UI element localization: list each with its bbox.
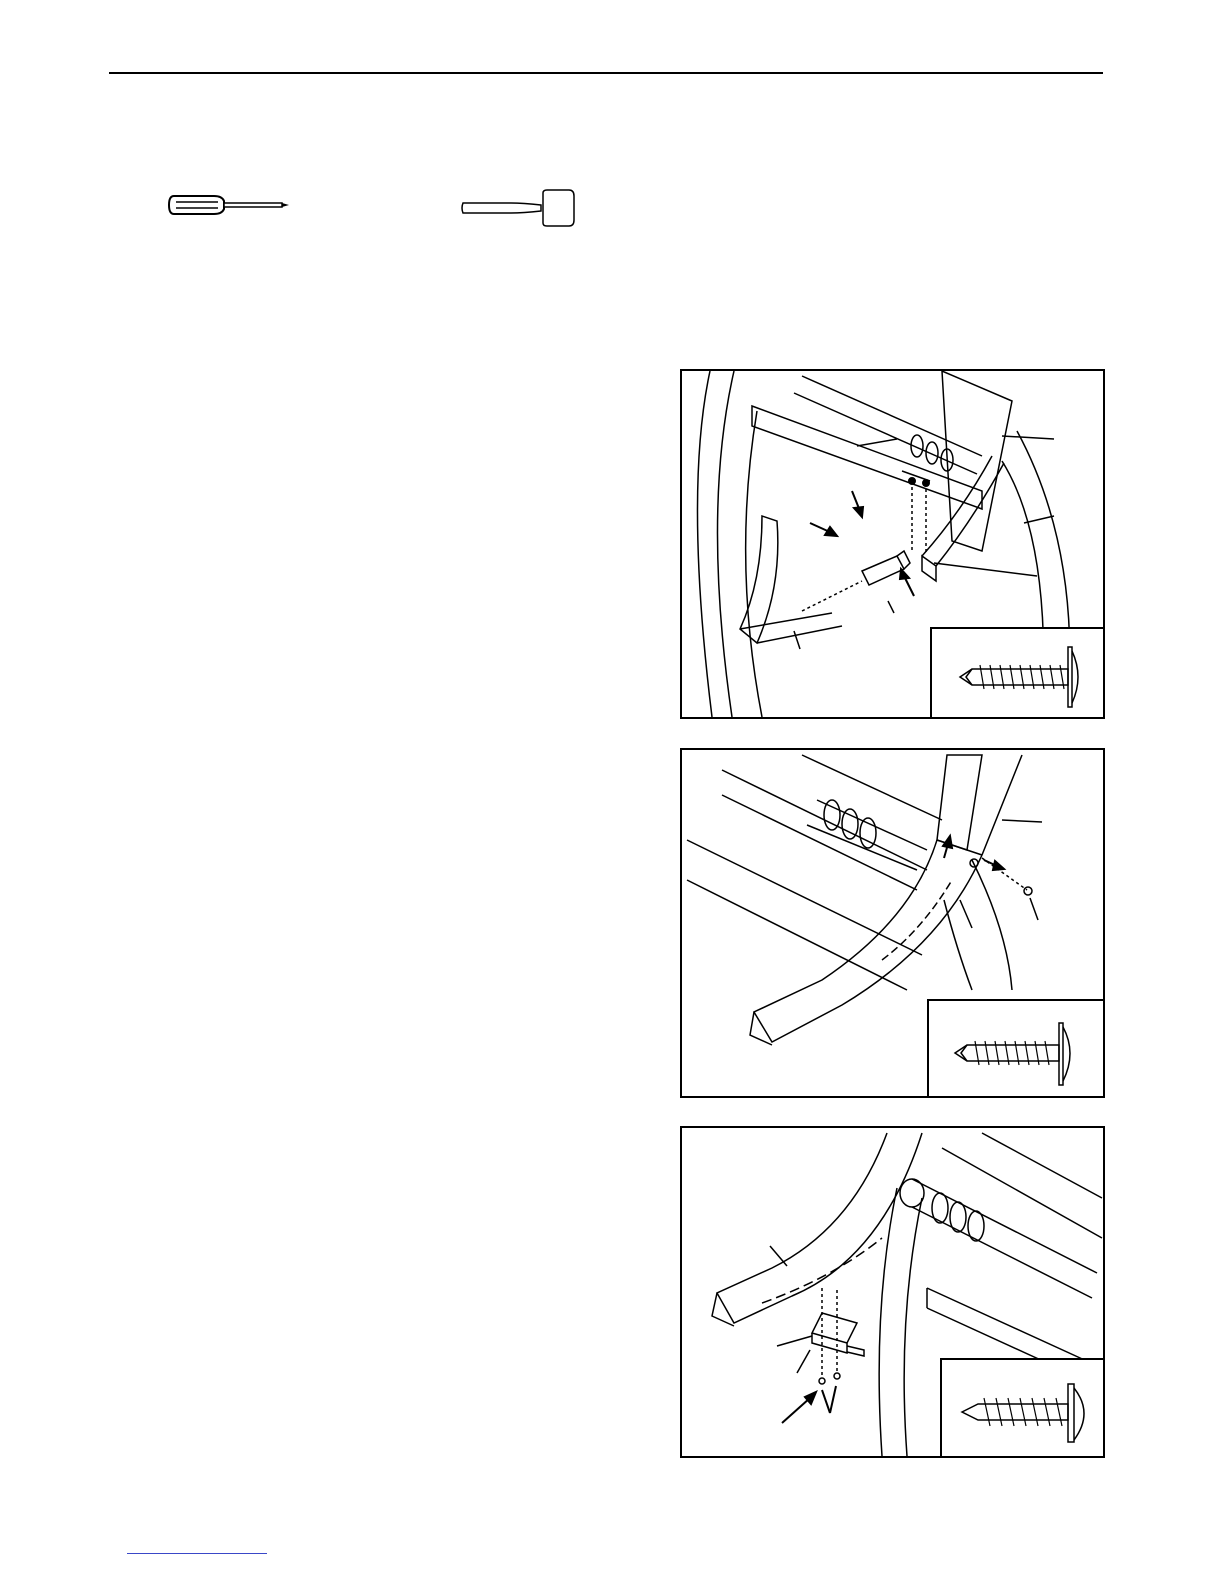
self-tapping-screw-icon [929, 1001, 1105, 1098]
wood-screw-icon [942, 1360, 1105, 1458]
rubber-mallet-icon [461, 188, 577, 228]
figure-3-screw-inset [940, 1358, 1105, 1458]
figure-1-screw-inset [930, 627, 1105, 719]
figure-2 [680, 748, 1105, 1098]
footer-link-underline[interactable] [127, 1553, 267, 1554]
self-tapping-screw-icon [932, 629, 1105, 719]
phillips-screwdriver-icon [168, 193, 292, 217]
figure-2-screw-inset [927, 999, 1105, 1098]
figure-1 [680, 369, 1105, 719]
figure-3 [680, 1126, 1105, 1458]
header-rule [109, 72, 1103, 74]
